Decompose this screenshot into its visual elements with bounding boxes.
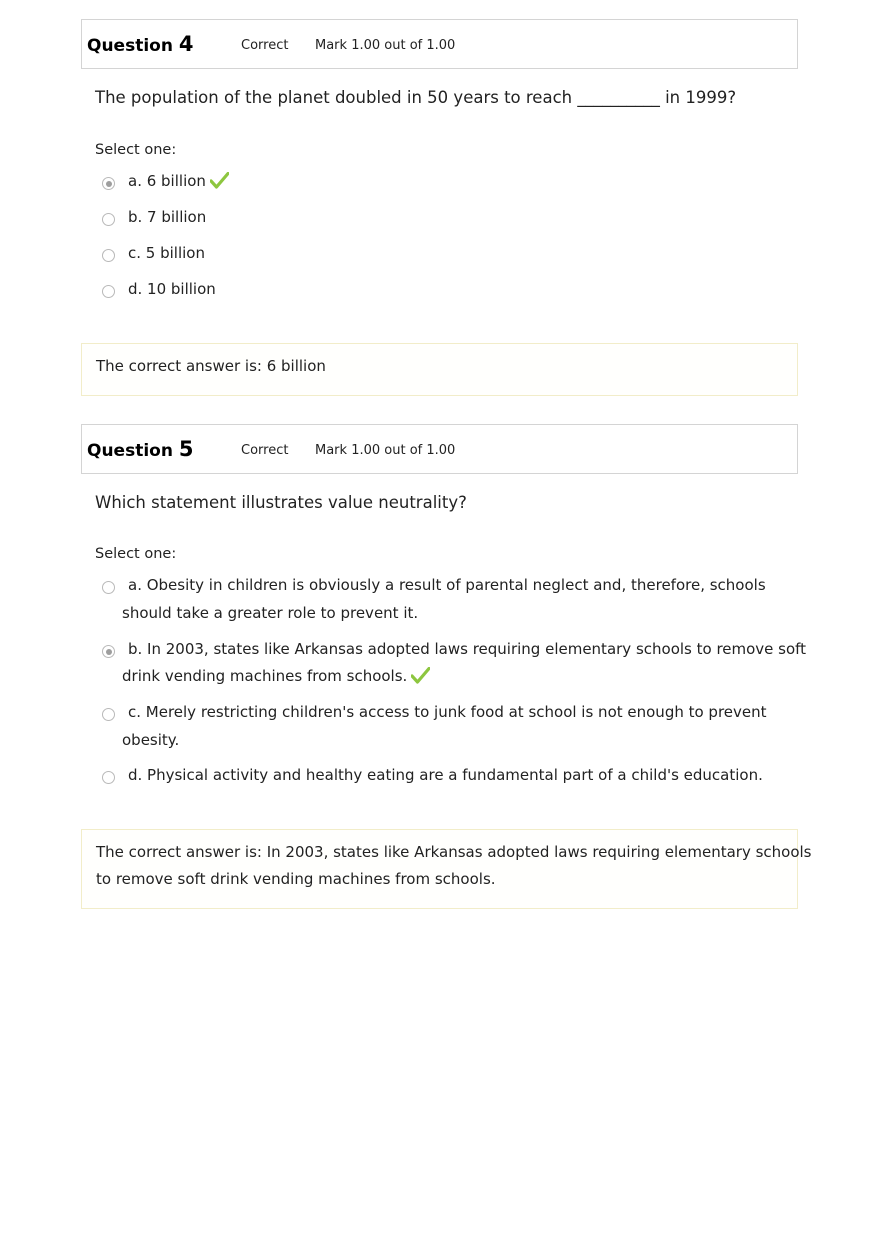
question-4-title bbox=[87, 32, 194, 56]
question-label: Question bbox=[87, 36, 173, 56]
select-one-label: Select one: bbox=[95, 546, 177, 562]
radio-button-selected[interactable] bbox=[102, 645, 115, 658]
option-label-line2: should take a greater role to prevent it. bbox=[122, 604, 419, 622]
question-number: 5 bbox=[178, 437, 194, 461]
checkmark-icon bbox=[411, 667, 430, 688]
option-label-line1: d. Physical activity and healthy eating are a fundamental part of a child's education. bbox=[128, 766, 763, 784]
question-5-text: Which statement illustrates value neutrality? bbox=[95, 493, 467, 512]
question-state: Correct bbox=[241, 443, 289, 458]
question-mark: Mark 1.00 out of 1.00 bbox=[315, 38, 456, 53]
radio-button[interactable] bbox=[102, 285, 115, 298]
correct-answer-line1: The correct answer is: In 2003, states like Arkansas adopted laws requiring elementary schools bbox=[96, 843, 812, 861]
option-label: a. 6 billion bbox=[128, 172, 206, 190]
radio-button[interactable] bbox=[102, 708, 115, 721]
q5-option-a[interactable] bbox=[100, 576, 780, 630]
option-label-line1: a. Obesity in children is obviously a result of parental neglect and, therefore, schools bbox=[128, 576, 766, 594]
question-4-feedback bbox=[81, 343, 798, 396]
q4-option-c[interactable] bbox=[100, 244, 780, 268]
radio-button[interactable] bbox=[102, 581, 115, 594]
checkmark-icon bbox=[210, 172, 229, 193]
select-one-label: Select one: bbox=[95, 142, 177, 158]
q4-option-d[interactable] bbox=[100, 280, 780, 304]
radio-button[interactable] bbox=[102, 213, 115, 226]
q4-option-a[interactable] bbox=[100, 172, 780, 196]
option-label: d. 10 billion bbox=[128, 280, 216, 298]
option-label: b. 7 billion bbox=[128, 208, 207, 226]
option-label-line1: b. In 2003, states like Arkansas adopted laws requiring elementary schools to remove soft bbox=[128, 640, 807, 658]
question-5-title bbox=[87, 437, 194, 461]
radio-button-selected[interactable] bbox=[102, 177, 115, 190]
q5-option-d[interactable] bbox=[100, 766, 780, 790]
option-label-line2: drink vending machines from schools. bbox=[122, 667, 408, 685]
option-label-line1: c. Merely restricting children's access to junk food at school is not enough to prevent bbox=[128, 703, 767, 721]
option-label-line2: obesity. bbox=[122, 731, 180, 749]
q5-option-c[interactable] bbox=[100, 703, 780, 757]
question-state: Correct bbox=[241, 38, 289, 53]
correct-answer-text: The correct answer is: 6 billion bbox=[96, 357, 326, 375]
question-mark: Mark 1.00 out of 1.00 bbox=[315, 443, 456, 458]
option-label: c. 5 billion bbox=[128, 244, 205, 262]
question-5-header bbox=[81, 424, 798, 474]
radio-button[interactable] bbox=[102, 771, 115, 784]
question-5-feedback bbox=[81, 829, 812, 909]
question-4-header bbox=[81, 19, 798, 69]
question-label: Question bbox=[87, 441, 173, 461]
question-number: 4 bbox=[178, 32, 194, 56]
q5-option-b[interactable] bbox=[100, 640, 807, 694]
question-4-text: The population of the planet doubled in 50 years to reach __________ in 1999? bbox=[95, 88, 737, 107]
q4-option-b[interactable] bbox=[100, 208, 780, 232]
correct-answer-line2: to remove soft drink vending machines from schools. bbox=[96, 870, 496, 888]
radio-button[interactable] bbox=[102, 249, 115, 262]
